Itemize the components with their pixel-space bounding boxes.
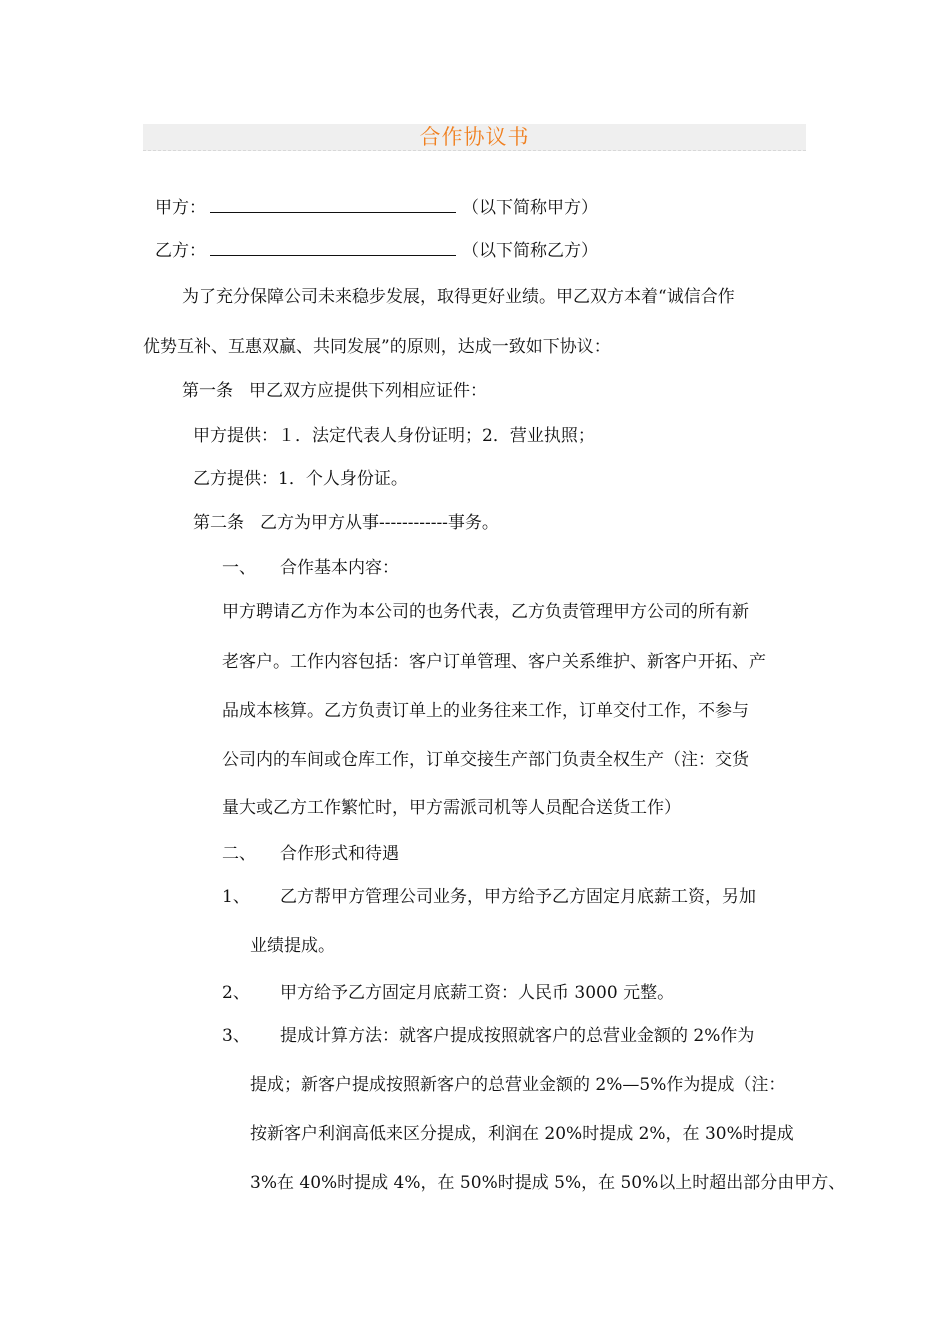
party-b-label: 乙方： xyxy=(155,241,206,261)
title-banner xyxy=(143,124,806,151)
section-1-line-4: 公司内的车间或仓库工作，订单交接生产部门负责全权生产（注：交货 xyxy=(222,750,749,770)
section-1-line-2: 老客户。工作内容包括：客户订单管理、客户关系维护、新客户开拓、产 xyxy=(222,652,766,672)
section-1-line-5: 量大或乙方工作繁忙时，甲方需派司机等人员配合送货工作） xyxy=(222,798,681,818)
section-1-heading xyxy=(222,557,399,579)
item-3-line-3: 按新客户利润高低来区分提成，利润在 20%时提成 2%，在 30%时提成 xyxy=(250,1124,794,1144)
article-2-text: 乙方为甲方从事------------事务。 xyxy=(260,513,499,533)
party-a-blank xyxy=(210,197,456,213)
section-2-title: 合作形式和待遇 xyxy=(280,844,399,864)
party-a-label: 甲方： xyxy=(155,198,206,218)
section-2-heading xyxy=(222,843,399,865)
document-title: 合作协议书 xyxy=(419,125,530,149)
party-b-line xyxy=(155,240,598,262)
party-b-docs: 乙方提供：1．个人身份证。 xyxy=(193,469,408,489)
article-2-heading: 第二条 xyxy=(193,513,244,533)
item-1-line-1: 乙方帮甲方管理公司业务，甲方给予乙方固定月底薪工资，另加 xyxy=(280,887,756,907)
party-a-docs: 甲方提供：１．法定代表人身份证明；2．营业执照； xyxy=(193,426,595,446)
party-b-blank xyxy=(210,240,456,256)
item-2-number: 2、 xyxy=(222,983,250,1003)
item-3-line-4: 3%在 40%时提成 4%，在 50%时提成 5%，在 50%以上时超出部分由甲方、 xyxy=(250,1173,846,1193)
item-1-number: 1、 xyxy=(222,887,250,907)
article-1-text: 甲乙双方应提供下列相应证件： xyxy=(249,381,487,401)
article-2-line xyxy=(193,512,499,534)
intro-line-2: 优势互补、互惠双赢、共同发展”的原则，达成一致如下协议： xyxy=(143,337,611,357)
section-1-number: 一、 xyxy=(222,558,256,578)
party-a-note: （以下简称甲方） xyxy=(462,198,598,218)
party-a-line xyxy=(155,197,598,219)
article-1-line xyxy=(182,380,487,402)
item-3-line-2: 提成；新客户提成按照新客户的总营业金额的 2%—5%作为提成（注： xyxy=(250,1075,786,1095)
section-1-line-3: 品成本核算。乙方负责订单上的业务往来工作，订单交付工作，不参与 xyxy=(222,701,749,721)
article-1-heading: 第一条 xyxy=(182,381,233,401)
item-2-line-1: 甲方给予乙方固定月底薪工资：人民币 3000 元整。 xyxy=(280,983,675,1003)
item-3-number: 3、 xyxy=(222,1026,250,1046)
intro-line-1: 为了充分保障公司未来稳步发展，取得更好业绩。甲乙双方本着“诚信合作 xyxy=(182,287,735,307)
section-2-number: 二、 xyxy=(222,844,256,864)
section-1-line-1: 甲方聘请乙方作为本公司的也务代表，乙方负责管理甲方公司的所有新 xyxy=(222,602,749,622)
section-1-title: 合作基本内容： xyxy=(280,558,399,578)
item-1-line-2: 业绩提成。 xyxy=(250,936,335,956)
item-3-line-1: 提成计算方法：就客户提成按照就客户的总营业金额的 2%作为 xyxy=(280,1026,755,1046)
party-b-note: （以下简称乙方） xyxy=(462,241,598,261)
